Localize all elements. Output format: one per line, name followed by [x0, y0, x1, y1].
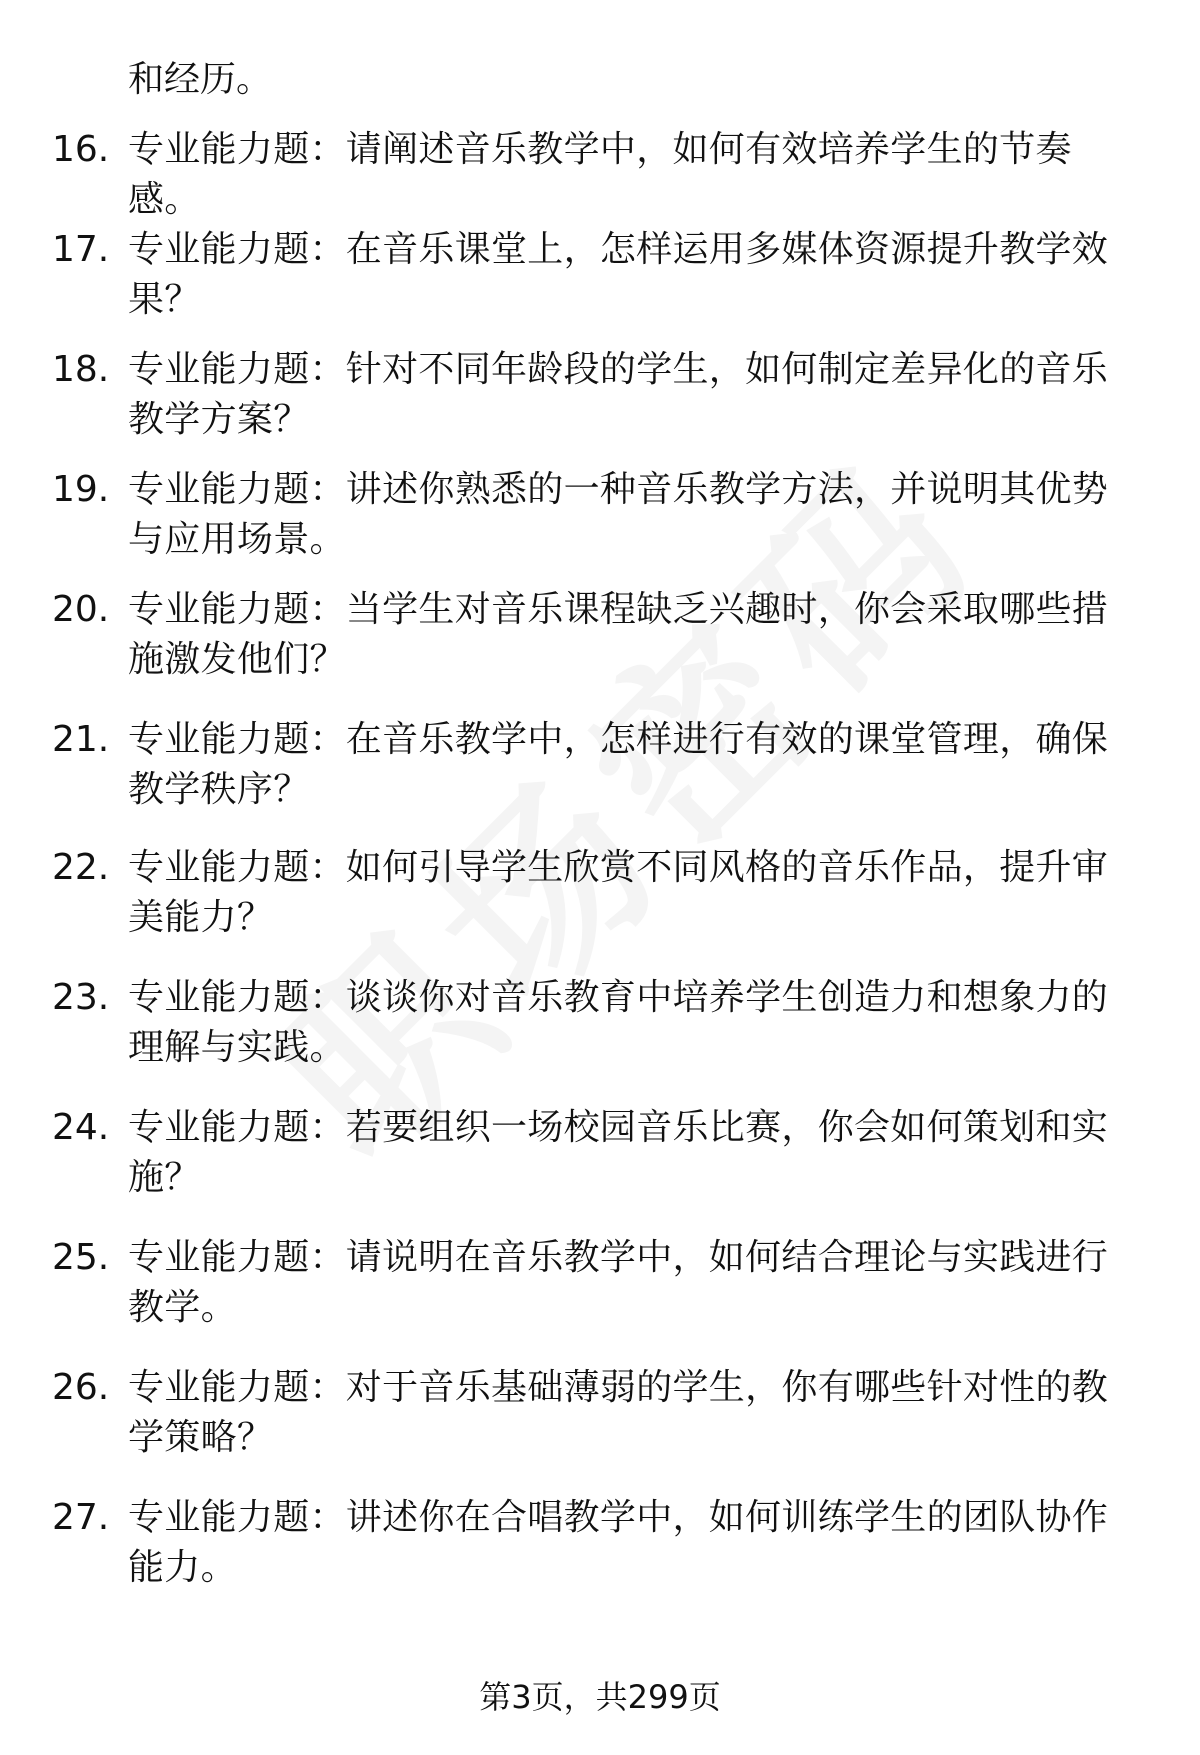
- question-text: 专业能力题：如何引导学生欣赏不同风格的音乐作品，提升审美能力？: [128, 847, 1109, 938]
- question-text: 专业能力题：讲述你在合唱教学中，如何训练学生的团队协作能力。: [128, 1497, 1109, 1588]
- question-number: 21.: [52, 719, 110, 760]
- question-number: 22.: [52, 847, 110, 888]
- question-text: 专业能力题：在音乐课堂上，怎样运用多媒体资源提升教学效果？: [128, 229, 1109, 320]
- continuation-text: 和经历。: [128, 59, 273, 100]
- question-text: 专业能力题：请阐述音乐教学中，如何有效培养学生的节奏感。: [128, 129, 1072, 220]
- question-text: 专业能力题：若要组织一场校园音乐比赛，你会如何策划和实施？: [128, 1107, 1109, 1198]
- question-text: 专业能力题：针对不同年龄段的学生，如何制定差异化的音乐教学方案？: [128, 349, 1109, 440]
- question-text: 专业能力题：对于音乐基础薄弱的学生，你有哪些针对性的教学策略？: [128, 1367, 1109, 1458]
- question-text: 专业能力题：当学生对音乐课程缺乏兴趣时，你会采取哪些措施激发他们？: [128, 589, 1109, 680]
- question-number: 24.: [52, 1107, 110, 1148]
- question-text: 专业能力题：讲述你熟悉的一种音乐教学方法，并说明其优势与应用场景。: [128, 469, 1109, 560]
- question-text: 专业能力题：请说明在音乐教学中，如何结合理论与实践进行教学。: [128, 1237, 1109, 1328]
- question-text: 专业能力题：在音乐教学中，怎样进行有效的课堂管理，确保教学秩序？: [128, 719, 1109, 810]
- question-number: 18.: [52, 349, 110, 390]
- question-number: 26.: [52, 1367, 110, 1408]
- question-number: 25.: [52, 1237, 110, 1278]
- question-number: 16.: [52, 129, 110, 170]
- question-number: 17.: [52, 229, 110, 270]
- page-footer: 第3页，共299页: [479, 1678, 721, 1716]
- question-number: 20.: [52, 589, 110, 630]
- question-text: 专业能力题：谈谈你对音乐教育中培养学生创造力和想象力的理解与实践。: [128, 977, 1109, 1068]
- question-number: 27.: [52, 1497, 110, 1538]
- question-number: 19.: [52, 469, 110, 510]
- question-number: 23.: [52, 977, 110, 1018]
